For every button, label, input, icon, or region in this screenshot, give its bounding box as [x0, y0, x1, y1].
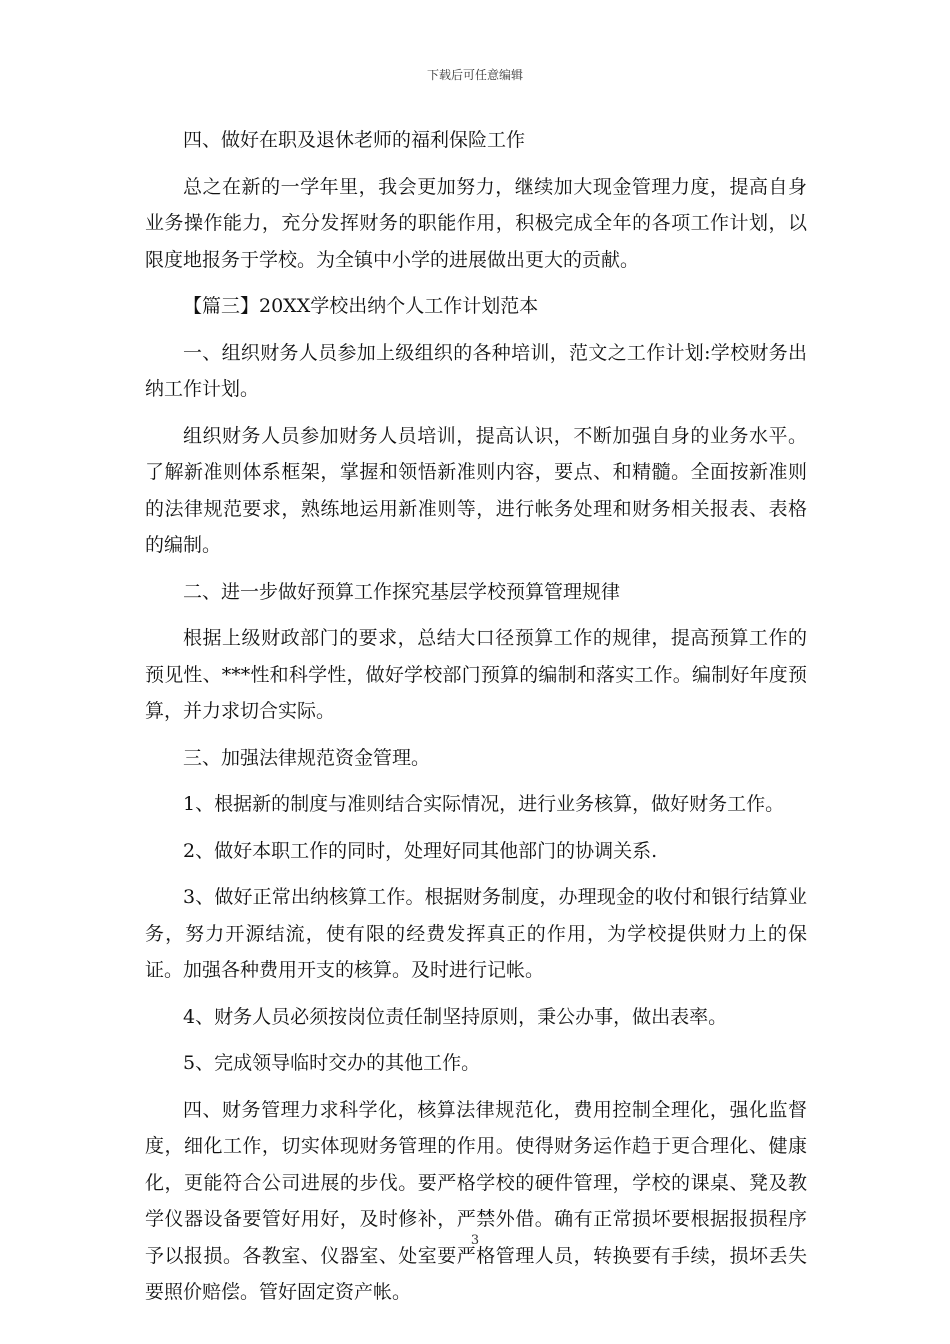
list-item-5: 5、完成领导临时交办的其他工作。	[183, 1052, 481, 1074]
paragraph-heading-3: 三、加强法律规范资金管理。	[183, 746, 431, 769]
page-header: 下载后可任意编辑	[426, 68, 523, 82]
paragraph-training: 组织财务人员参加财务人员培训，提高认识，不断加强自身的业务水平。了解新准则体系框架，掌握和领悟新准则内容，要点、和精髓。全面按新准则的法律规范要求，熟练地运用新准则等，进行帐务处理和财务相关报表、表格的编制。	[145, 424, 807, 556]
paragraph-summary: 总之在新的一学年里，我会更加努力，继续加大现金管理力度，提高自身业务操作能力，充分发挥财务的职能作用，积极完成全年的各项工作计划，以限度地报务于学校。为全镇中小学的进展做出更大的贡献。	[145, 175, 807, 271]
page-number: 3	[470, 1233, 480, 1248]
paragraph-heading-4: 四、做好在职及退休老师的福利保险工作	[183, 129, 526, 151]
paragraph-heading-1: 一、组织财务人员参加上级组织的各种培训，范文之工作计划:学校财务出纳工作计划。	[145, 341, 807, 400]
list-item-3: 3、做好正常出纳核算工作。根据财务制度，办理现金的收付和银行结算业务，努力开源结流，使有限的经费发挥真正的作用，为学校提供财力上的保证。加强各种费用开支的核算。及时进行记帐。	[145, 886, 807, 981]
document-body	[145, 122, 807, 1321]
paragraph-heading-4-management: 四、财务管理力求科学化，核算法律规范化，费用控制全理化，强化监督度，细化工作，切实体现财务管理的作用。使得财务运作趋于更合理化、健康化，更能符合公司进展的步伐。要严格学校的硬件管理，学校的课桌、凳及教学仪器设备要管好用好，及时修补，严禁外借。确有正常损坏要根据报损程序予以报损。各教室、仪器室、处室要严格管理人员，转换要有手续，损坏丢失要照价赔偿。管好固定资产帐。	[145, 1098, 807, 1303]
list-item-4: 4、财务人员必须按岗位责任制坚持原则，秉公办事，做出表率。	[183, 1005, 728, 1028]
section-title-part3: 【篇三】20XX学校出纳个人工作计划范本	[183, 295, 539, 317]
list-item-2: 2、做好本职工作的同时，处理好同其他部门的协调关系.	[183, 839, 658, 862]
list-item-1: 1、根据新的制度与准则结合实际情况，进行业务核算，做好财务工作。	[183, 793, 785, 815]
paragraph-budget: 根据上级财政部门的要求，总结大口径预算工作的规律，提高预算工作的预见性、***性和科学性，做好学校部门预算的编制和落实工作。编制好年度预算，并力求切合实际。	[145, 627, 807, 722]
paragraph-heading-2: 二、进一步做好预算工作探究基层学校预算管理规律	[183, 580, 621, 603]
